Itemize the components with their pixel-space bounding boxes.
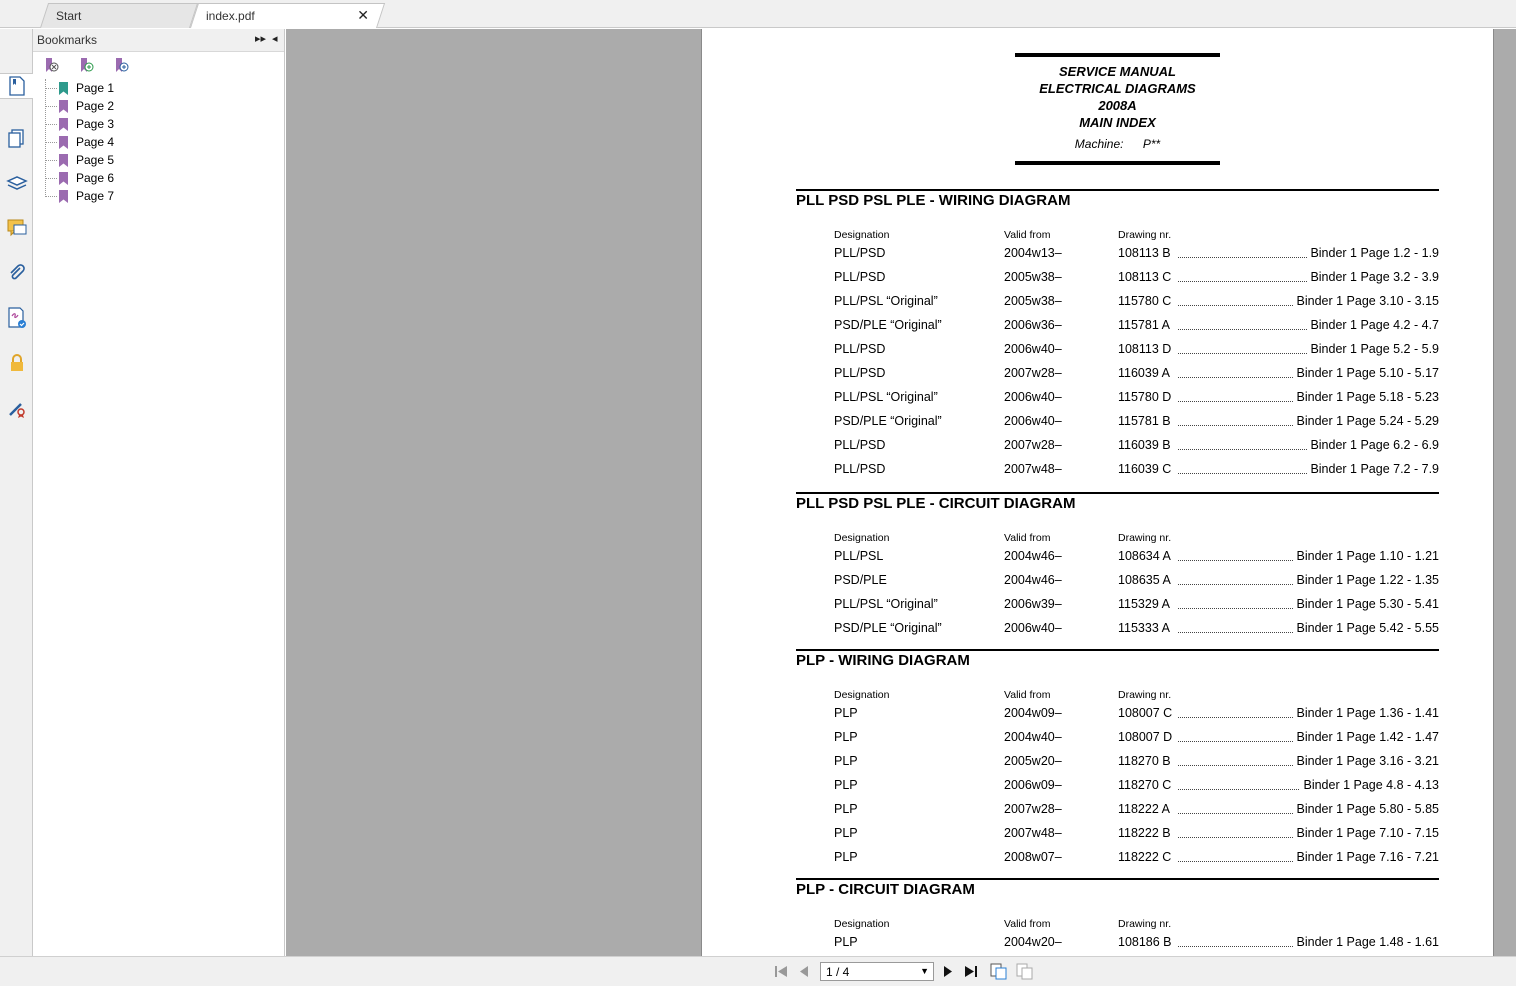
bookmark-item[interactable] xyxy=(45,133,114,151)
page-navigation-bar xyxy=(0,956,1516,986)
designation-header: Designation xyxy=(834,689,890,701)
valid-from-cell: 2005w38– xyxy=(1004,270,1062,284)
designation-cell: PLP xyxy=(834,850,858,864)
table-row xyxy=(796,243,1439,267)
valid-from-cell: 2005w20– xyxy=(1004,754,1062,768)
drawing-nr-cell: 108113 C xyxy=(1118,270,1172,284)
drawing-nr-cell: 116039 A xyxy=(1118,366,1170,380)
binder-page-cell: Binder 1 Page 5.42 - 5.55 xyxy=(1294,621,1439,635)
bookmark-label: Page 7 xyxy=(76,189,115,203)
binder-page-cell: Binder 1 Page 5.2 - 5.9 xyxy=(1307,342,1439,356)
bookmark-item[interactable] xyxy=(45,97,114,115)
binder-page-cell: Binder 1 Page 5.30 - 5.41 xyxy=(1294,597,1439,611)
tab-start[interactable] xyxy=(40,3,190,28)
column-headers xyxy=(796,532,1439,546)
attachments-panel-icon[interactable] xyxy=(4,260,30,286)
binder-page-cell: Binder 1 Page 1.48 - 1.61 xyxy=(1294,935,1439,949)
table-row xyxy=(796,435,1439,459)
tab-index-pdf[interactable] xyxy=(190,3,377,28)
drawing-nr-cell: 108007 D xyxy=(1118,730,1173,744)
designation-cell: PLL/PSD xyxy=(834,342,886,356)
title-line: 2008A xyxy=(1098,98,1137,113)
binder-page-cell: Binder 1 Page 6.2 - 6.9 xyxy=(1307,438,1439,452)
title-line: MAIN INDEX xyxy=(1079,115,1156,130)
designation-cell: PSD/PLE “Original” xyxy=(834,318,942,332)
designation-cell: PLL/PSL “Original” xyxy=(834,294,938,308)
drawing-nr-cell: 115780 C xyxy=(1118,294,1172,308)
designation-cell: PLL/PSL “Original” xyxy=(834,390,938,404)
machine-label: Machine: xyxy=(1074,137,1124,151)
security-lock-icon[interactable] xyxy=(4,350,30,376)
index-section xyxy=(796,492,1439,642)
binder-page-cell: Binder 1 Page 1.2 - 1.9 xyxy=(1307,246,1439,260)
index-section xyxy=(796,189,1439,483)
previous-page-icon[interactable] xyxy=(799,965,809,978)
valid-from-cell: 2004w20– xyxy=(1004,935,1062,949)
table-row xyxy=(796,291,1439,315)
tab-start-label: Start xyxy=(56,9,82,23)
designation-cell: PLL/PSL xyxy=(834,549,884,563)
machine-value: P** xyxy=(1142,137,1161,151)
valid-from-cell: 2006w36– xyxy=(1004,318,1062,332)
title-line: ELECTRICAL DIAGRAMS xyxy=(1039,81,1196,96)
column-headers xyxy=(796,689,1439,703)
expand-panel-icon[interactable]: ▸▸ xyxy=(255,33,267,45)
drawing-nr-cell: 108113 D xyxy=(1118,342,1172,356)
chevron-down-icon: ▼ xyxy=(920,966,929,976)
last-page-icon[interactable] xyxy=(964,965,979,978)
drawing-nr-cell: 108007 C xyxy=(1118,706,1173,720)
drawing-nr-cell: 118270 C xyxy=(1118,778,1172,792)
side-panel-rail xyxy=(0,29,33,956)
designation-cell: PLP xyxy=(834,935,858,949)
bookmarks-panel xyxy=(33,29,285,956)
designation-cell: PLP xyxy=(834,826,858,840)
designation-cell: PLL/PSD xyxy=(834,366,886,380)
drawing-nr-cell: 115781 A xyxy=(1118,318,1170,332)
valid-from-header: Valid from xyxy=(1004,229,1051,241)
bookmark-label: Page 1 xyxy=(76,81,115,95)
designation-cell: PSD/PLE xyxy=(834,573,887,587)
designation-header: Designation xyxy=(834,918,890,930)
drawing-nr-cell: 118222 C xyxy=(1118,850,1172,864)
table-row xyxy=(796,459,1439,483)
index-section xyxy=(796,878,1439,956)
table-row xyxy=(796,727,1439,751)
drawing-nr-cell: 108635 A xyxy=(1118,573,1171,587)
add-child-bookmark-icon[interactable] xyxy=(113,57,129,73)
table-row xyxy=(796,570,1439,594)
drawing-nr-header: Drawing nr. xyxy=(1118,229,1172,241)
designation-cell: PSD/PLE “Original” xyxy=(834,621,942,635)
continuous-page-icon[interactable] xyxy=(990,963,1008,980)
table-row xyxy=(796,594,1439,618)
tab-index-label: index.pdf xyxy=(206,9,255,23)
binder-page-cell: Binder 1 Page 4.2 - 4.7 xyxy=(1307,318,1439,332)
valid-from-header: Valid from xyxy=(1004,689,1051,701)
machine-line xyxy=(1015,137,1220,151)
comments-panel-icon[interactable] xyxy=(4,215,30,241)
drawing-nr-cell: 116039 B xyxy=(1118,438,1171,452)
designation-cell: PLL/PSD xyxy=(834,438,886,452)
valid-from-cell: 2007w48– xyxy=(1004,462,1062,476)
digital-id-icon[interactable] xyxy=(4,395,30,421)
drawing-nr-header: Drawing nr. xyxy=(1118,532,1172,544)
delete-bookmark-icon[interactable] xyxy=(43,57,59,73)
bookmarks-header xyxy=(33,29,284,52)
table-row xyxy=(796,703,1439,727)
drawing-nr-cell: 115781 B xyxy=(1118,414,1171,428)
designation-cell: PLL/PSD xyxy=(834,462,886,476)
drawing-nr-cell: 118270 B xyxy=(1118,754,1171,768)
table-row xyxy=(796,339,1439,363)
drawing-nr-cell: 118222 B xyxy=(1118,826,1171,840)
table-row xyxy=(796,751,1439,775)
table-row xyxy=(796,267,1439,291)
bookmark-tree xyxy=(45,79,114,205)
binder-page-cell: Binder 1 Page 5.10 - 5.17 xyxy=(1294,366,1439,380)
table-row xyxy=(796,847,1439,871)
binder-page-cell: Binder 1 Page 1.22 - 1.35 xyxy=(1294,573,1439,587)
drawing-nr-cell: 118222 A xyxy=(1118,802,1170,816)
binder-page-cell: Binder 1 Page 3.16 - 3.21 xyxy=(1294,754,1439,768)
binder-page-cell: Binder 1 Page 7.10 - 7.15 xyxy=(1294,826,1439,840)
section-title: PLP - CIRCUIT DIAGRAM xyxy=(796,878,1439,900)
add-bookmark-icon[interactable] xyxy=(78,57,94,73)
pdf-page xyxy=(701,29,1494,956)
binder-page-cell: Binder 1 Page 3.2 - 3.9 xyxy=(1307,270,1439,284)
designation-cell: PLP xyxy=(834,730,858,744)
designation-header: Designation xyxy=(834,532,890,544)
valid-from-cell: 2006w39– xyxy=(1004,597,1062,611)
binder-page-cell: Binder 1 Page 5.24 - 5.29 xyxy=(1294,414,1439,428)
pages-panel-icon[interactable] xyxy=(4,125,30,151)
signatures-panel-icon[interactable] xyxy=(4,305,30,331)
bookmark-item[interactable] xyxy=(45,187,114,205)
table-row xyxy=(796,546,1439,570)
designation-cell: PLP xyxy=(834,754,858,768)
designation-cell: PLL/PSD xyxy=(834,270,886,284)
table-row xyxy=(796,932,1439,956)
valid-from-header: Valid from xyxy=(1004,918,1051,930)
drawing-nr-cell: 115329 A xyxy=(1118,597,1170,611)
drawing-nr-header: Drawing nr. xyxy=(1118,689,1172,701)
designation-cell: PSD/PLE “Original” xyxy=(834,414,942,428)
valid-from-cell: 2004w09– xyxy=(1004,706,1062,720)
bookmark-label: Page 3 xyxy=(76,117,115,131)
first-page-icon[interactable] xyxy=(774,965,788,978)
valid-from-cell: 2006w40– xyxy=(1004,342,1062,356)
layers-panel-icon[interactable] xyxy=(4,170,30,196)
valid-from-cell: 2004w40– xyxy=(1004,730,1062,744)
bookmark-item[interactable] xyxy=(45,169,114,187)
drawing-nr-cell: 116039 C xyxy=(1118,462,1172,476)
binder-page-cell: Binder 1 Page 4.8 - 4.13 xyxy=(1300,778,1439,792)
valid-from-cell: 2008w07– xyxy=(1004,850,1062,864)
designation-cell: PLL/PSD xyxy=(834,246,886,260)
next-page-icon[interactable] xyxy=(943,965,953,978)
designation-cell: PLP xyxy=(834,802,858,816)
valid-from-cell: 2006w40– xyxy=(1004,390,1062,404)
valid-from-cell: 2007w28– xyxy=(1004,366,1062,380)
title-line: SERVICE MANUAL xyxy=(1058,64,1176,79)
table-row xyxy=(796,799,1439,823)
bookmark-label: Page 6 xyxy=(76,171,115,185)
bookmark-item[interactable] xyxy=(45,79,114,97)
valid-from-cell: 2006w09– xyxy=(1004,778,1062,792)
section-title: PLL PSD PSL PLE - CIRCUIT DIAGRAM xyxy=(796,492,1439,514)
title-block xyxy=(1015,53,1220,165)
table-row xyxy=(796,823,1439,847)
collapse-panel-icon[interactable]: ◂ xyxy=(272,33,278,45)
valid-from-cell: 2004w46– xyxy=(1004,573,1062,587)
binder-page-cell: Binder 1 Page 1.10 - 1.21 xyxy=(1294,549,1439,563)
drawing-nr-cell: 108113 B xyxy=(1118,246,1171,260)
bookmarks-title: Bookmarks xyxy=(37,33,98,47)
table-row xyxy=(796,387,1439,411)
designation-cell: PLP xyxy=(834,706,858,720)
valid-from-cell: 2006w40– xyxy=(1004,414,1062,428)
bookmark-label: Page 2 xyxy=(76,99,115,113)
page-indicator: 1 / 4 xyxy=(826,965,850,979)
table-row xyxy=(796,411,1439,435)
binder-page-cell: Binder 1 Page 1.36 - 1.41 xyxy=(1294,706,1439,720)
drawing-nr-cell: 108634 A xyxy=(1118,549,1171,563)
column-headers xyxy=(796,229,1439,243)
valid-from-header: Valid from xyxy=(1004,532,1051,544)
valid-from-cell: 2005w38– xyxy=(1004,294,1062,308)
binder-page-cell: Binder 1 Page 7.16 - 7.21 xyxy=(1294,850,1439,864)
valid-from-cell: 2004w46– xyxy=(1004,549,1062,563)
drawing-nr-cell: 115333 A xyxy=(1118,621,1170,635)
index-section xyxy=(796,649,1439,871)
designation-cell: PLP xyxy=(834,778,858,792)
binder-page-cell: Binder 1 Page 7.2 - 7.9 xyxy=(1307,462,1439,476)
binder-page-cell: Binder 1 Page 1.42 - 1.47 xyxy=(1294,730,1439,744)
section-title: PLL PSD PSL PLE - WIRING DIAGRAM xyxy=(796,189,1439,211)
bookmark-item[interactable] xyxy=(45,151,114,169)
drawing-nr-header: Drawing nr. xyxy=(1118,918,1172,930)
valid-from-cell: 2004w13– xyxy=(1004,246,1062,260)
valid-from-cell: 2007w28– xyxy=(1004,802,1062,816)
table-row xyxy=(796,315,1439,339)
valid-from-cell: 2007w48– xyxy=(1004,826,1062,840)
tab-bar xyxy=(0,0,1516,28)
designation-cell: PLL/PSL “Original” xyxy=(834,597,938,611)
valid-from-cell: 2007w28– xyxy=(1004,438,1062,452)
close-tab-icon[interactable]: ✕ xyxy=(357,7,369,23)
bookmarks-panel-icon[interactable] xyxy=(0,73,33,99)
binder-page-cell: Binder 1 Page 5.18 - 5.23 xyxy=(1294,390,1439,404)
valid-from-cell: 2006w40– xyxy=(1004,621,1062,635)
table-row xyxy=(796,363,1439,387)
column-headers xyxy=(796,918,1439,932)
table-row xyxy=(796,618,1439,642)
bookmarks-toolbar xyxy=(33,52,284,78)
binder-page-cell: Binder 1 Page 5.80 - 5.85 xyxy=(1294,802,1439,816)
bookmark-item[interactable] xyxy=(45,115,114,133)
bookmark-label: Page 4 xyxy=(76,135,115,149)
page-number-select[interactable] xyxy=(820,962,934,981)
designation-header: Designation xyxy=(834,229,890,241)
drawing-nr-cell: 115780 D xyxy=(1118,390,1172,404)
bookmark-label: Page 5 xyxy=(76,153,115,167)
table-row xyxy=(796,775,1439,799)
facing-pages-icon[interactable] xyxy=(1016,963,1034,980)
drawing-nr-cell: 108186 B xyxy=(1118,935,1172,949)
section-title: PLP - WIRING DIAGRAM xyxy=(796,649,1439,671)
binder-page-cell: Binder 1 Page 3.10 - 3.15 xyxy=(1294,294,1439,308)
